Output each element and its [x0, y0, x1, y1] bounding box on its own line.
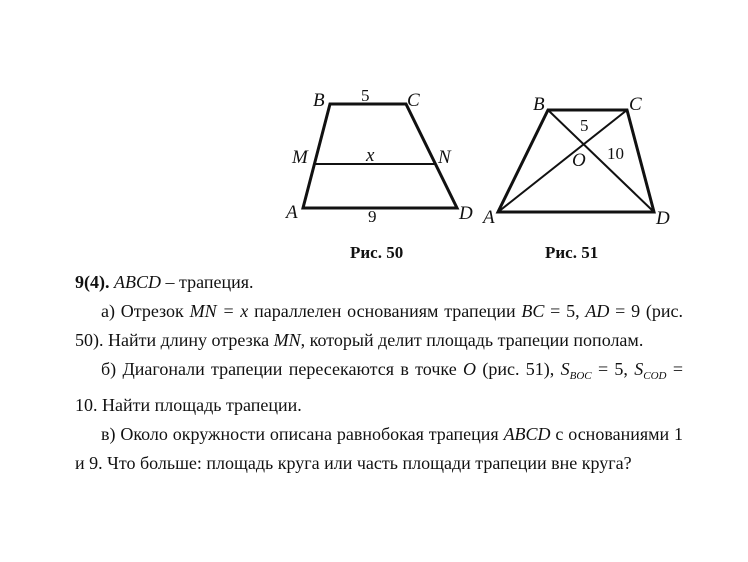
figures: [0, 0, 748, 268]
part-b-area-sub-boc: BOC: [569, 370, 592, 382]
label-area-cod: 10: [607, 144, 624, 163]
label-top-base-fig50: 5: [361, 86, 370, 105]
label-m-fig50: M: [292, 147, 308, 168]
label-c-fig51: C: [629, 94, 642, 115]
label-b-fig51: B: [533, 94, 545, 115]
part-b-text-3: = 5,: [591, 359, 635, 379]
part-b: [75, 355, 683, 420]
problem-title-var: ABCD: [114, 272, 161, 292]
trapezoid-abcd-fig50: [303, 104, 457, 208]
label-o-fig51: O: [572, 150, 586, 171]
caption-fig51: Рис. 51: [545, 243, 599, 262]
part-c-text-1: в) Около окружности описана равнобокая трапеция: [101, 424, 504, 444]
problem-title-text: – трапеция.: [161, 272, 254, 292]
label-x-fig50: x: [366, 145, 375, 166]
figure-50: [284, 86, 473, 262]
part-b-area-sub-cod: COD: [643, 370, 667, 382]
figure-51: [481, 94, 670, 262]
label-d-fig51: D: [656, 208, 670, 229]
problem-text: [75, 268, 683, 478]
part-c-text-2: с основаниями 1 и 9. Что больше: площадь круга или часть площади трапеции вне круга?: [75, 424, 683, 473]
part-a-text-5: , который делит площадь трапеции пополам.: [300, 330, 644, 350]
part-a: [75, 297, 683, 355]
label-a-fig50: A: [286, 202, 298, 223]
problem-header: [75, 268, 683, 297]
label-area-boc: 5: [580, 116, 589, 135]
part-b-text-2: (рис. 51),: [476, 359, 561, 379]
label-b-fig50: B: [313, 90, 325, 111]
label-d-fig50: D: [459, 203, 473, 224]
label-c-fig50: C: [407, 90, 420, 111]
part-b-text-1: б) Диагонали трапеции пересекаются в точке: [101, 359, 464, 379]
part-b-area-symbol-1: S: [560, 359, 570, 379]
problem-number: 9(4).: [75, 272, 110, 292]
label-a-fig51: A: [483, 207, 495, 228]
label-bottom-base-fig50: 9: [368, 207, 377, 226]
part-b-var-o: O: [463, 359, 477, 379]
part-a-text-3: = 5,: [544, 301, 586, 321]
part-a-var-mn: MN = x: [189, 301, 249, 321]
part-c: [75, 420, 683, 478]
part-b-text-4: = 10. Найти площадь трапеции.: [75, 359, 683, 415]
part-a-var-mn2: MN: [273, 330, 301, 350]
part-c-var-abcd: ABCD: [503, 424, 551, 444]
part-a-var-ad: AD: [585, 301, 610, 321]
part-a-var-bc: BC: [521, 301, 545, 321]
part-a-text-4: = 9 (рис. 50). Найти длину отрезка: [75, 301, 683, 350]
part-a-text-2: параллелен основаниям трапеции: [248, 301, 522, 321]
part-a-text-1: а) Отрезок: [101, 301, 190, 321]
part-b-area-symbol-2: S: [634, 359, 644, 379]
caption-fig50: Рис. 50: [350, 243, 404, 262]
label-n-fig50: N: [438, 147, 451, 168]
